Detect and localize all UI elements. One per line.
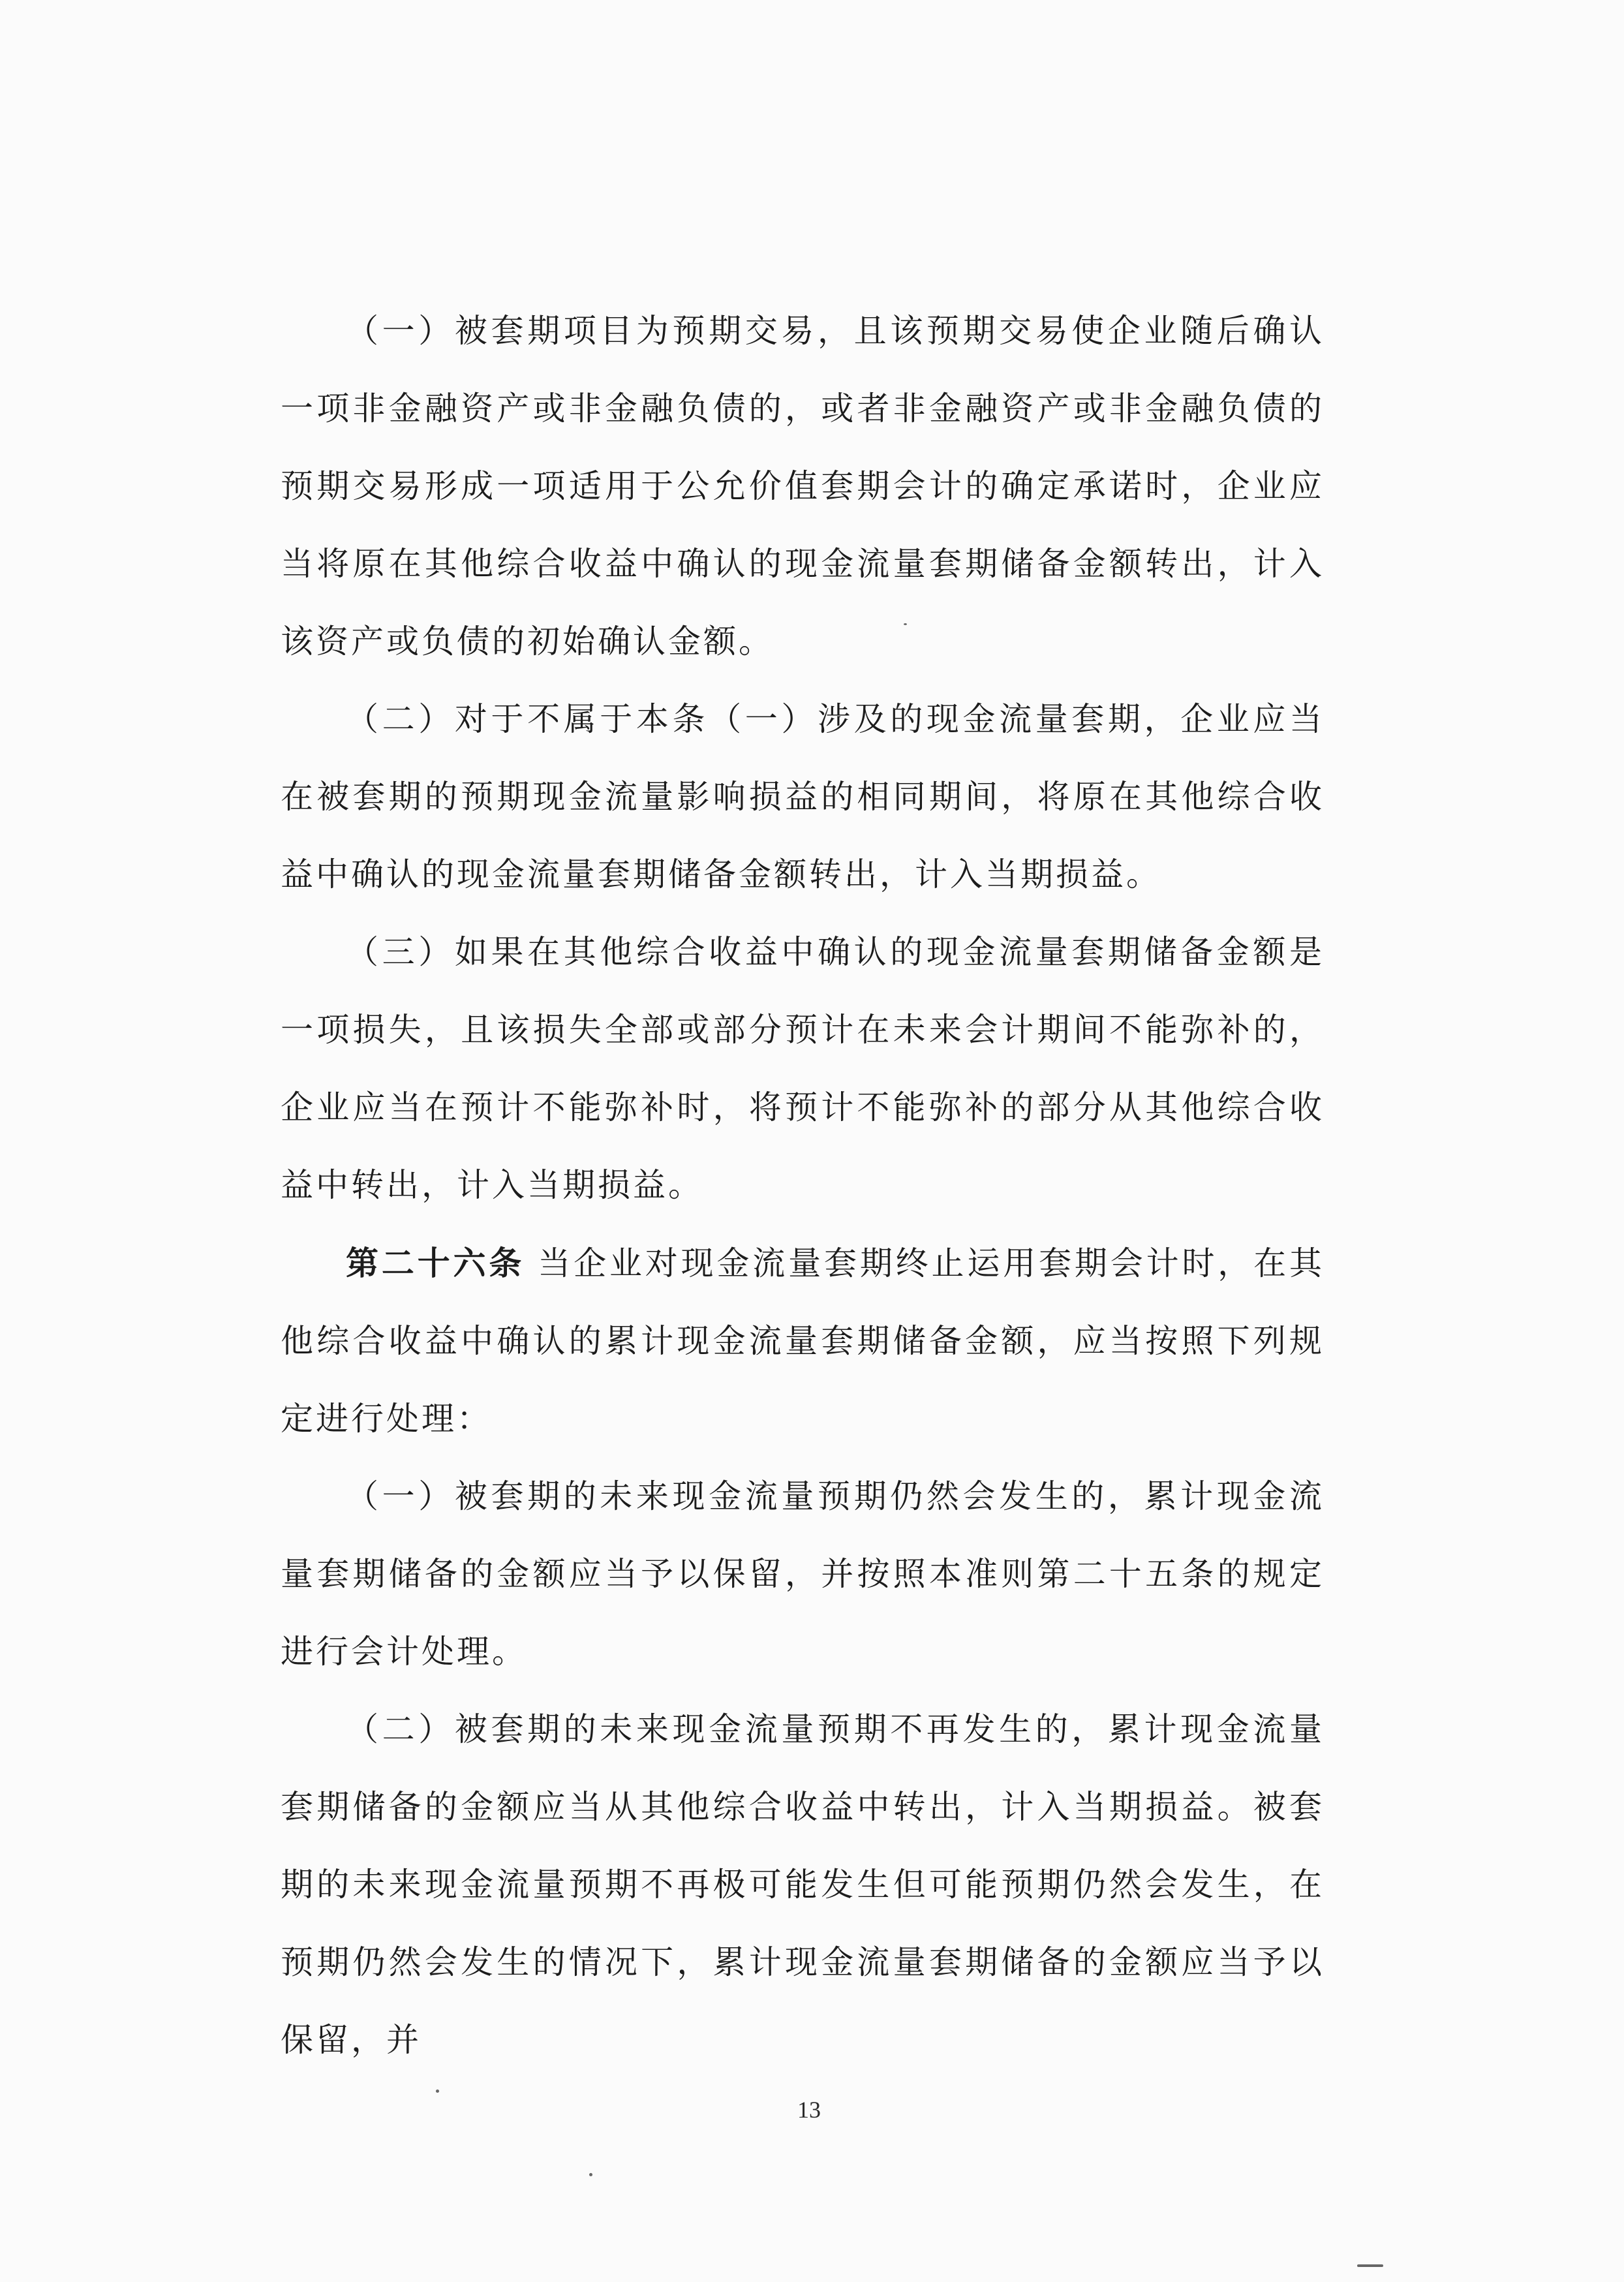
scan-speck xyxy=(436,2089,439,2093)
paragraph-5: （一）被套期的未来现金流量预期仍然会发生的，累计现金流量套期储备的金额应当予以保留，并按照本准则第二十五条的规定进行会计处理。 xyxy=(281,1477,1325,1671)
scan-speck xyxy=(1357,2264,1383,2267)
paragraph-1: （一）被套期项目为预期交易，且该预期交易使企业随后确认一项非金融资产或非金融负债的，或者非金融资产或非金融负债的预期交易形成一项适用于公允价值套期会计的确定承诺时，企业应当将原在其他综合收益中确认的现金流量套期储备金额转出，计入该资产或负债的初始确认金额。 xyxy=(281,312,1325,660)
page-number: 13 xyxy=(797,2097,821,2123)
paragraph-6: （二）被套期的未来现金流量预期不再发生的，累计现金流量套期储备的金额应当从其他综合收益中转出，计入当期损益。被套期的未来现金流量预期不再极可能发生但可能预期仍然会发生，在预期仍然会发生的情况下，累计现金流量套期储备的金额应当予以保留，并 xyxy=(281,1710,1325,2059)
paragraph-2: （二）对于不属于本条（一）涉及的现金流量套期，企业应当在被套期的预期现金流量影响损益的相同期间，将原在其他综合收益中确认的现金流量套期储备金额转出，计入当期损益。 xyxy=(281,700,1325,893)
article-text: 当企业对现金流量套期终止运用套期会计时，在其他综合收益中确认的累计现金流量套期储备金额，应当按照下列规定进行处理： xyxy=(281,1244,1325,1438)
scan-speck xyxy=(904,623,907,625)
scan-speck xyxy=(589,2173,592,2176)
paragraph-article-26 xyxy=(281,1224,1325,1458)
article-heading: 第二十六条 xyxy=(346,1244,525,1282)
document-body xyxy=(281,292,1325,2079)
paragraph-3: （三）如果在其他综合收益中确认的现金流量套期储备金额是一项损失，且该损失全部或部分预计在未来会计期间不能弥补的，企业应当在预计不能弥补时，将预计不能弥补的部分从其他综合收益中转出，计入当期损益。 xyxy=(281,933,1325,1204)
